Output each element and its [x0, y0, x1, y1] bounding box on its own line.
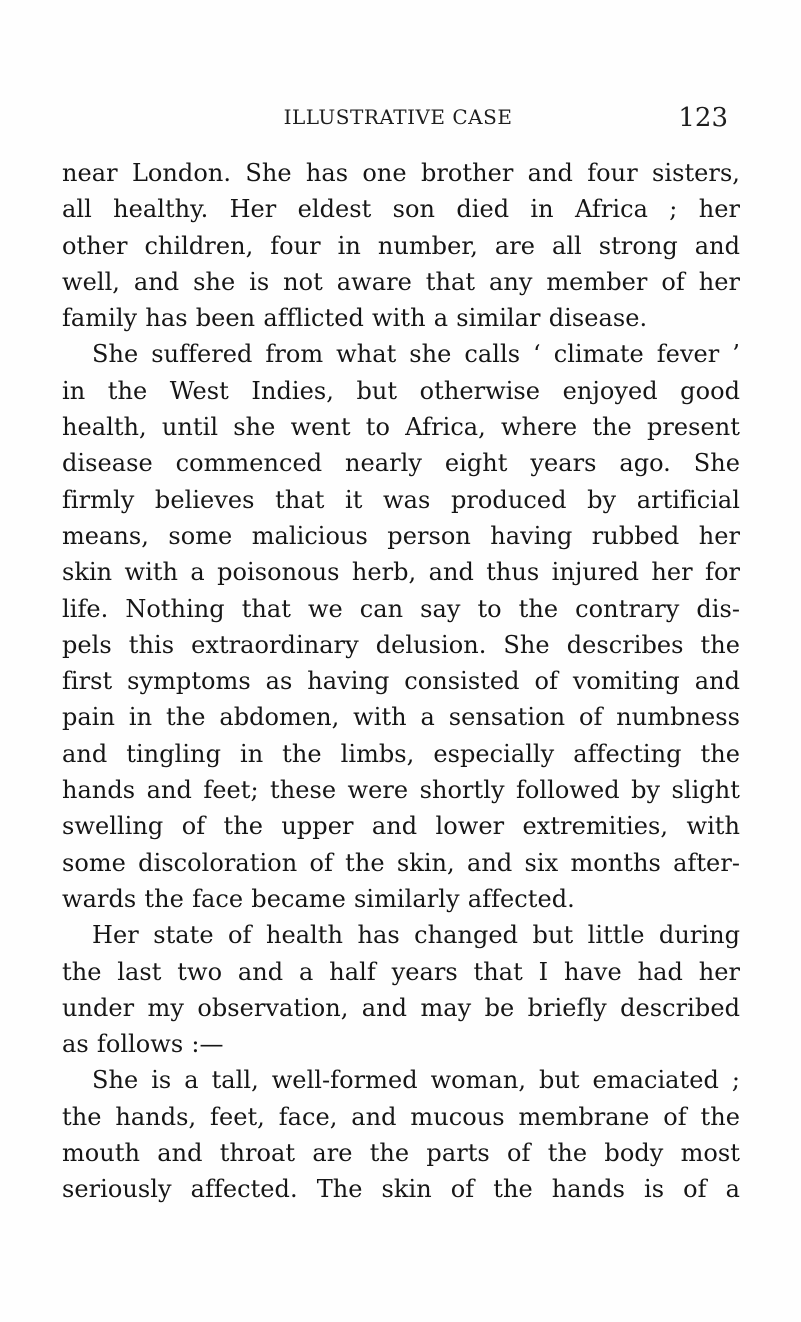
text-line: swelling of the upper and lower extremities, with: [62, 812, 740, 841]
text-line: Her state of health has changed but little during: [92, 921, 740, 950]
text-line: pels this extraordinary delusion. She describes the: [62, 630, 740, 659]
text-line: means, some malicious person having rubbed her: [62, 521, 740, 550]
text-line: and tingling in the limbs, especially affecting the: [62, 739, 740, 768]
text-line: skin with a poisonous herb, and thus injured her for: [62, 558, 740, 587]
text-line: health, until she went to Africa, where the present: [62, 413, 740, 442]
text-line: wards the face became similarly affected.: [62, 884, 575, 913]
text-line: first symptoms as having consisted of vomiting and: [62, 667, 740, 696]
text-line: the hands, feet, face, and mucous membrane of the: [62, 1102, 740, 1131]
text-line: mouth and throat are the parts of the body most: [62, 1139, 740, 1168]
text-line: firmly believes that it was produced by artificial: [62, 485, 740, 514]
text-line: She suffered from what she calls ‘ climate fever ’: [92, 340, 740, 369]
text-line: seriously affected. The skin of the hands is of a: [62, 1175, 740, 1204]
text-line: pain in the abdomen, with a sensation of numbness: [62, 703, 740, 732]
text-line: She is a tall, well-formed woman, but emaciated ;: [92, 1066, 740, 1095]
text-line: the last two and a half years that I have had her: [62, 957, 740, 986]
text-line: as follows :—: [62, 1030, 224, 1059]
text-line: near London. She has one brother and four sisters,: [62, 159, 740, 187]
text-line: well, and she is not aware that any member of her: [62, 267, 740, 296]
running-head: [64, 103, 732, 137]
text-line: all healthy. Her eldest son died in Africa ; her: [62, 195, 740, 224]
page-number: 123: [678, 103, 728, 133]
text-line: in the West Indies, but otherwise enjoyed good: [62, 376, 740, 405]
text-line: disease commenced nearly eight years ago. She: [62, 449, 740, 478]
running-title: ILLUSTRATIVE CASE: [283, 105, 513, 129]
body-text: [62, 155, 740, 1208]
text-line: some discoloration of the skin, and six months after-: [62, 848, 740, 877]
text-line: under my observation, and may be briefly described: [62, 993, 740, 1022]
text-line: family has been afflicted with a similar disease.: [62, 304, 648, 333]
text-line: life. Nothing that we can say to the contrary dis-: [62, 594, 740, 623]
text-line: hands and feet; these were shortly followed by slight: [62, 776, 740, 805]
text-line: other children, four in number, are all strong and: [62, 231, 740, 260]
